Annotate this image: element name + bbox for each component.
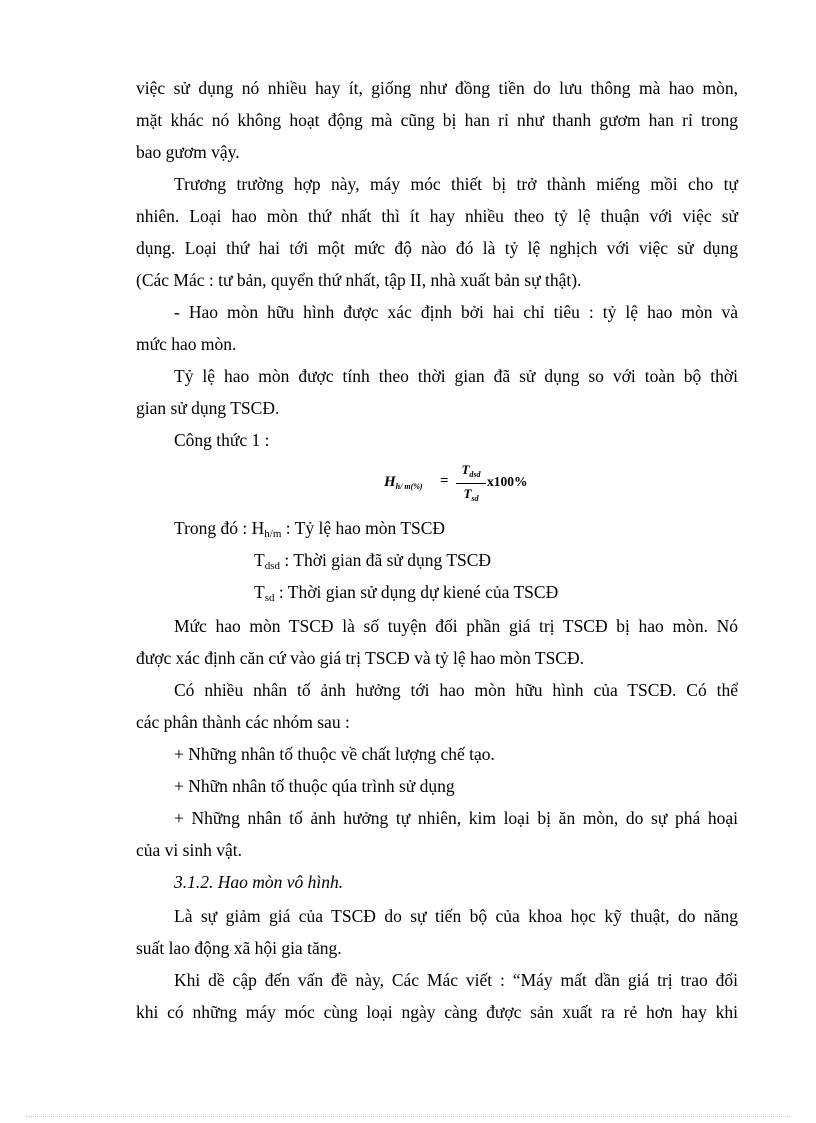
definition-text: : Thời gian đã sử dụng TSCĐ: [279, 550, 492, 570]
paragraph-line: Khi dề cập đến vấn đề này, Các Mác viết : “Máy mất dần giá trị trao đổi: [174, 970, 738, 990]
list-item: + Những nhân tố ảnh hưởng tự nhiên, kim loại bị ăn mòn, do sự phá hoại: [174, 808, 738, 828]
paragraph-line: khi có những máy móc cùng loại ngày càng được sản xuất ra rẻ hơn hay khi: [136, 1002, 738, 1022]
fraction-bar: [456, 483, 486, 484]
paragraph-line: Có nhiều nhân tố ảnh hưởng tới hao mòn hữu hình của TSCĐ. Có thể: [174, 680, 738, 700]
list-item: + Nhữn nhân tố thuộc qúa trình sử dụng: [174, 776, 455, 796]
formula-denominator-subscript: sd: [471, 494, 479, 503]
definition-text: : Tỷ lệ hao mòn TSCĐ: [281, 518, 446, 538]
paragraph-line: gian sử dụng TSCĐ.: [136, 398, 280, 418]
definition-line: [254, 580, 738, 604]
paragraph-line: các phân thành các nhóm sau :: [136, 712, 350, 732]
formula-multiplier: x100%: [487, 474, 528, 489]
formula-denominator-symbol: T: [463, 486, 472, 501]
paragraph-line: Là sự giảm giá của TSCĐ do sự tiến bộ của khoa học kỹ thuật, do năng: [174, 906, 738, 926]
paragraph-line: - Hao mòn hữu hình được xác định bởi hai chỉ tiêu : tỷ lệ hao mòn và: [174, 302, 738, 322]
paragraph-line: Trương trường hợp này, máy móc thiết bị trở thành miếng mồi cho tự: [174, 174, 738, 194]
paragraph-line: dụng. Loại thứ hai tới một mức độ nào đó là tỷ lệ nghịch với việc sử dụng: [136, 238, 738, 258]
paragraph-line: suất lao động xã hội gia tăng.: [136, 938, 342, 958]
paragraph-line: được xác định căn cứ vào giá trị TSCĐ và tỷ lệ hao mòn TSCĐ.: [136, 648, 584, 668]
definition-variable: T: [254, 582, 265, 602]
formula-numerator: [455, 462, 487, 478]
formula-lhs: [384, 474, 423, 491]
footer-divider: [26, 1116, 790, 1117]
paragraph-line: Mức hao mòn TSCĐ là số tuyện đối phần giá trị TSCĐ bị hao mòn. Nó: [174, 616, 738, 636]
formula-denominator: [455, 486, 487, 502]
definition-subscript: dsd: [264, 560, 280, 572]
wear-rate-formula: [384, 462, 544, 508]
paragraph-line: (Các Mác : tư bản, quyển thứ nhất, tập II, nhà xuất bản sự thật).: [136, 270, 582, 290]
paragraph-line: mức hao mòn.: [136, 334, 237, 354]
definition-line: [254, 548, 738, 572]
definition-subscript: h/m: [264, 528, 282, 540]
paragraph-line: bao gươm vậy.: [136, 142, 240, 162]
paragraph-line: mặt khác nó không hoạt động mà cũng bị han rỉ như thanh gươm han rỉ trong: [136, 110, 738, 130]
definition-prefix: Trong đó : H: [174, 518, 265, 538]
formula-numerator-symbol: T: [461, 462, 470, 477]
paragraph-line: Tỷ lệ hao mòn được tính theo thời gian đã sử dụng so với toàn bộ thời: [174, 366, 738, 386]
formula-lhs-subscript: h/ m(%): [395, 482, 423, 491]
formula-caption: Công thức 1 :: [174, 430, 270, 450]
formula-equals: =: [440, 473, 449, 489]
paragraph-line: của vi sinh vật.: [136, 840, 242, 860]
section-heading: 3.1.2. Hao mòn vô hình.: [174, 872, 344, 892]
definition-variable: T: [254, 550, 265, 570]
list-item: + Những nhân tố thuộc về chất lượng chế tạo.: [174, 744, 495, 764]
paragraph-line: nhiên. Loại hao mòn thứ nhất thì ít hay nhiều theo tỷ lệ thuận với việc sử: [136, 206, 738, 226]
definition-subscript: sd: [264, 592, 275, 604]
formula-lhs-symbol: H: [384, 474, 396, 490]
formula-numerator-subscript: dsd: [469, 470, 481, 479]
paragraph-line: việc sử dụng nó nhiều hay ít, giống như đồng tiền do lưu thông mà hao mòn,: [136, 78, 738, 98]
definition-text: : Thời gian sử dụng dự kiené của TSCĐ: [274, 582, 559, 602]
definition-line: [174, 516, 738, 540]
